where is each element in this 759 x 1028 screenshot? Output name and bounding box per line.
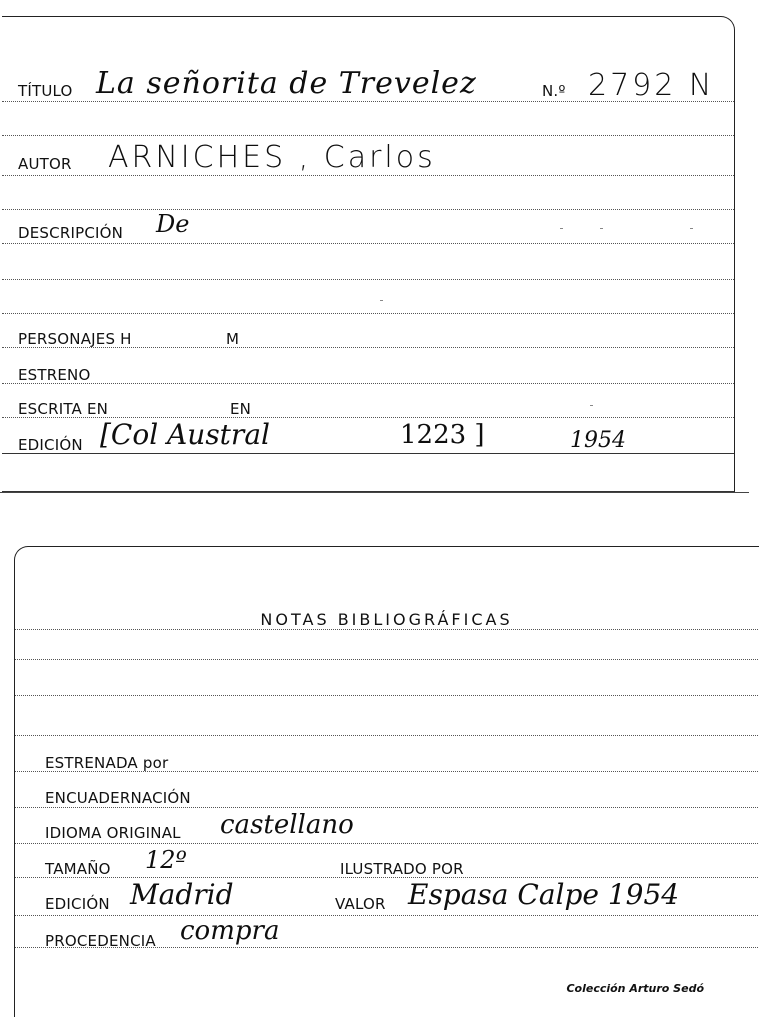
blank-row xyxy=(2,175,734,210)
procedencia-value: compra xyxy=(180,916,280,946)
scan-speck xyxy=(600,228,603,229)
blank-row xyxy=(2,101,734,136)
escrita-en-label: EN xyxy=(230,400,252,418)
descripcion-value: De xyxy=(156,210,190,238)
escrita-label: ESCRITA EN xyxy=(18,400,109,418)
edicion-value: [Col Austral xyxy=(100,418,270,451)
edicion-year: 1954 xyxy=(570,428,626,453)
scan-speck xyxy=(560,228,563,229)
ilustrado-label: ILUSTRADO POR xyxy=(340,860,464,878)
tamano-value: 12º xyxy=(145,846,187,874)
autor-label: AUTOR xyxy=(18,155,72,173)
titulo-value: La señorita de Trevelez xyxy=(96,66,477,101)
autor-value: ARNICHES , Carlos xyxy=(108,140,436,175)
notas-heading: NOTAS BIBLIOGRÁFICAS xyxy=(260,610,513,629)
idioma-label: IDIOMA ORIGINAL xyxy=(45,824,181,842)
descripcion-row-3 xyxy=(2,279,734,314)
encuadernacion-label: ENCUADERNACIÓN xyxy=(45,789,191,807)
estrenada-label: ESTRENADA por xyxy=(45,754,169,772)
scan-speck xyxy=(690,228,693,229)
estreno-label: ESTRENO xyxy=(18,366,91,384)
edicion-value-bottom: Madrid xyxy=(130,878,234,911)
procedencia-label: PROCEDENCIA xyxy=(45,932,156,950)
titulo-label: TÍTULO xyxy=(18,82,73,100)
scan-speck xyxy=(380,300,383,301)
blank-row xyxy=(15,695,759,736)
numero-label: N.º xyxy=(542,82,566,100)
idioma-value: castellano xyxy=(220,810,354,840)
edicion-label: EDICIÓN xyxy=(18,436,83,454)
descripcion-row-2 xyxy=(2,243,734,280)
estreno-row xyxy=(2,347,734,384)
valor-value: Espasa Calpe 1954 xyxy=(408,878,680,911)
numero-value: 2792 N xyxy=(588,68,715,103)
blank-row xyxy=(15,659,759,696)
card-separator xyxy=(0,492,749,493)
valor-label: VALOR xyxy=(335,895,386,913)
edicion-label-bottom: EDICIÓN xyxy=(45,895,110,913)
tamano-label: TAMAÑO xyxy=(45,860,111,878)
personajes-label: PERSONAJES H xyxy=(18,330,132,348)
descripcion-label: DESCRIPCIÓN xyxy=(18,224,124,242)
personajes-m-label: M xyxy=(226,330,240,348)
scan-speck xyxy=(590,405,593,406)
edicion-number: 1223 ] xyxy=(400,420,485,450)
blank-row xyxy=(15,629,759,660)
collection-footer: Colección Arturo Sedó xyxy=(566,982,704,995)
escrita-row xyxy=(2,383,734,418)
